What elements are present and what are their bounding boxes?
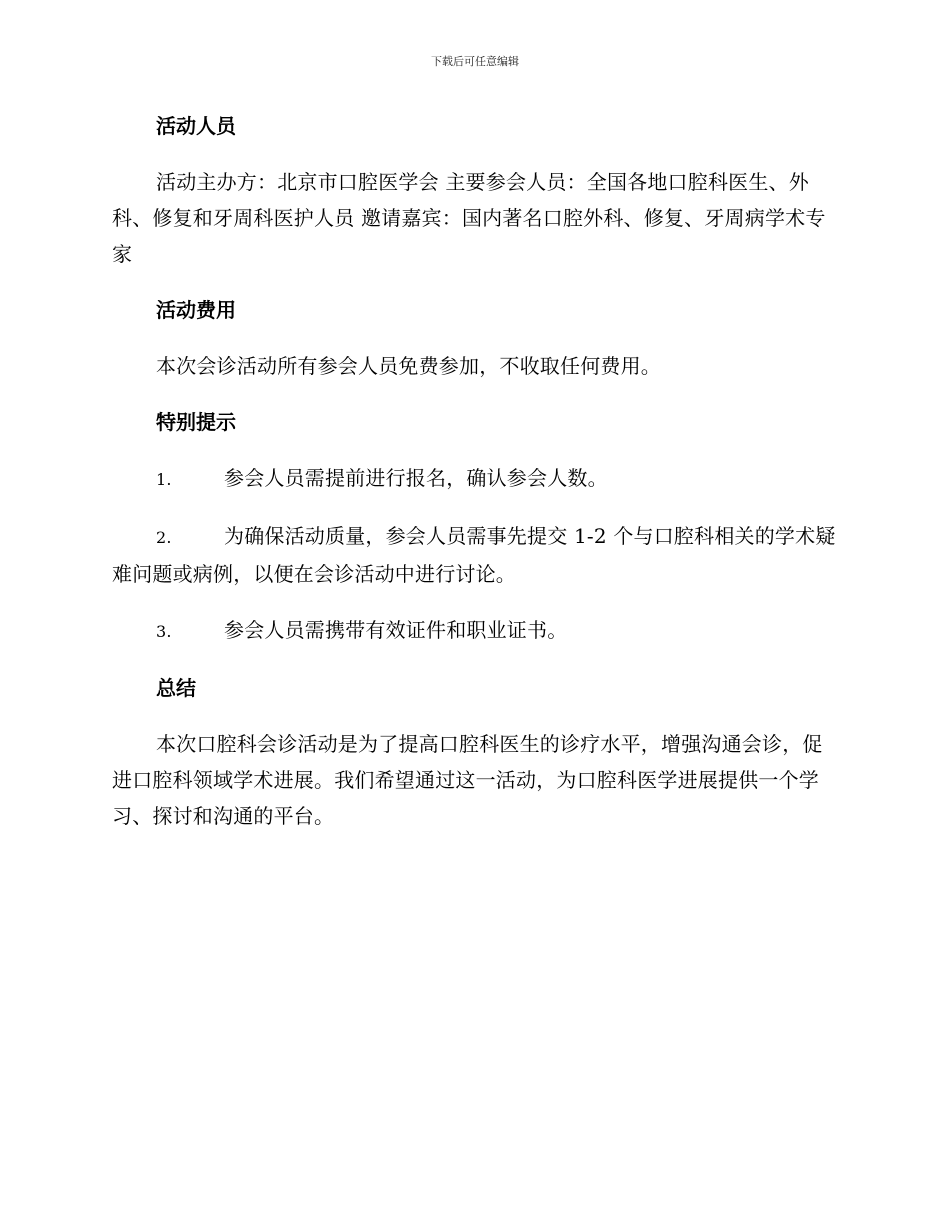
- heading-notes: 特别提示: [156, 410, 236, 434]
- list-number: 3.: [156, 622, 172, 641]
- paragraph-participants: 活动主办方：北京市口腔医学会 主要参会人员：全国各地口腔科医生、外科、修复和牙周科医护人员 邀请嘉宾：国内著名口腔外科、修复、牙周病学术专家: [112, 170, 826, 266]
- paragraph-summary: 本次口腔科会诊活动是为了提高口腔科医生的诊疗水平，增强沟通会诊，促进口腔科领域学术进展。我们希望通过这一活动，为口腔科医学进展提供一个学习、探讨和沟通的平台。: [112, 732, 823, 828]
- paragraph-fees: 本次会诊活动所有参会人员免费参加，不收取任何费用。: [156, 354, 661, 378]
- list-item: [112, 612, 838, 650]
- list-item: [112, 518, 838, 592]
- heading-summary: 总结: [156, 676, 196, 700]
- heading-participants: 活动人员: [156, 114, 236, 138]
- list-text: 为确保活动质量，参会人员需事先提交 1-2 个与口腔科相关的学术疑难问题或病例，以便在会诊活动中进行讨论。: [112, 524, 836, 586]
- document-content: [112, 108, 838, 854]
- heading-fees: 活动费用: [156, 298, 236, 322]
- list-number: 1.: [156, 470, 172, 489]
- header-note: 下载后可任意编辑: [431, 55, 519, 68]
- list-text: 参会人员需提前进行报名，确认参会人数。: [224, 466, 608, 490]
- list-text: 参会人员需携带有效证件和职业证书。: [224, 618, 568, 642]
- list-item: [112, 460, 838, 498]
- list-number: 2.: [156, 528, 172, 547]
